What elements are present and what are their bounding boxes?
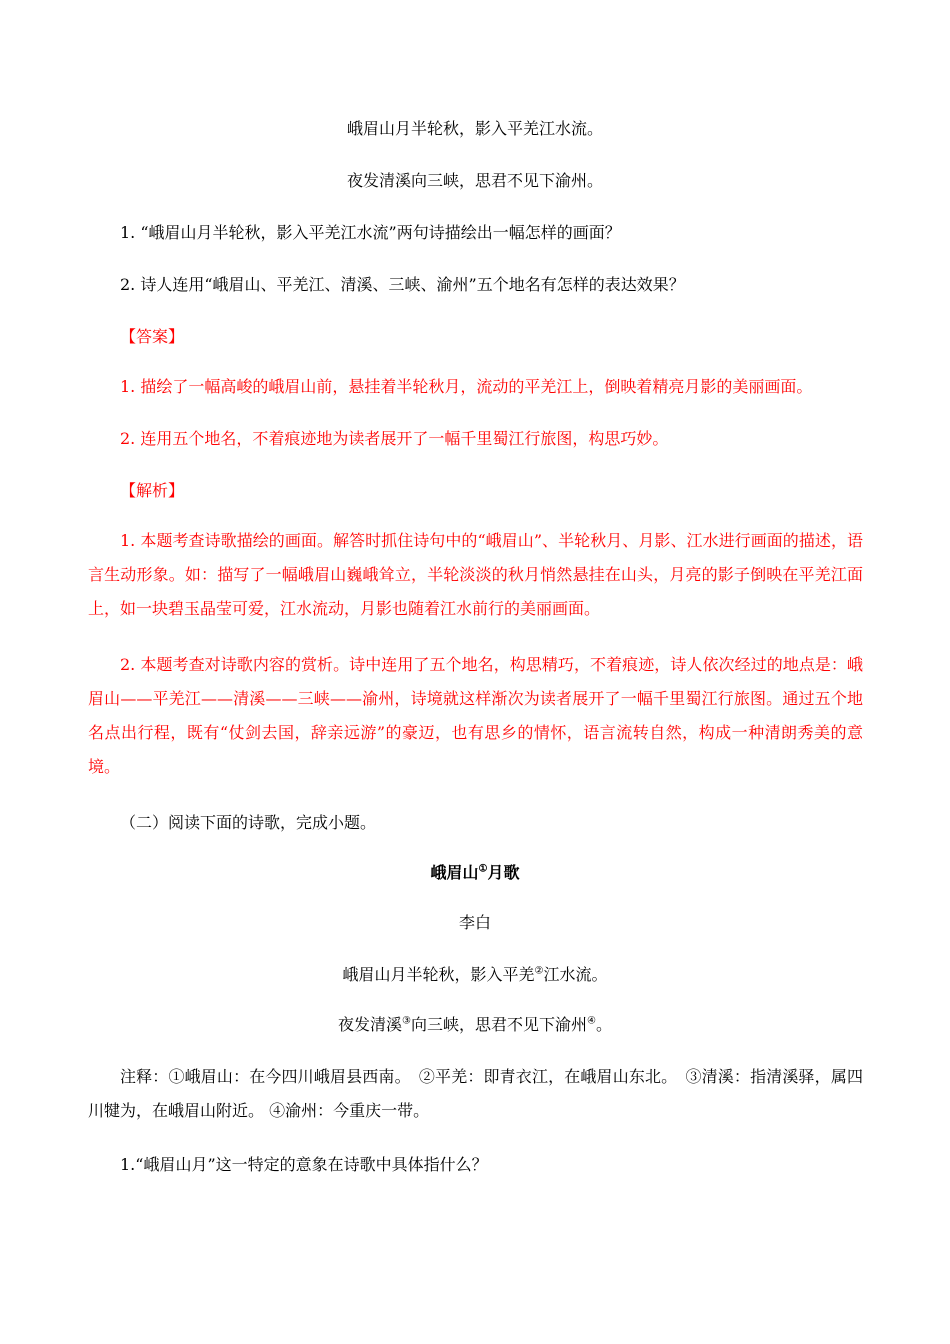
question-2: 2. 诗人连用“峨眉山、平羌江、清溪、三峡、渝州”五个地名有怎样的表达效果？ [120,275,685,294]
footnote-marker-2: ② [534,965,544,977]
poem-author: 李白 [458,913,491,932]
section-2-intro: （二）阅读下面的诗歌，完成小题。 [120,813,377,832]
poem-notes: 注释：①峨眉山：在今四川峨眉县西南。 ②平羌：即青衣江，在峨眉山东北。 ③清溪：指清溪驿，属四川犍为，在峨眉山附近。 ④渝州：今重庆一带。 [88,1067,863,1120]
answer-2: 2. 连用五个地名，不着痕迹地为读者展开了一幅千里蜀江行旅图，构思巧妙。 [120,429,669,448]
footnote-marker-4: ④ [587,1015,596,1027]
analysis-paragraph-1: 1. 本题考查诗歌描绘的画面。解答时抓住诗句中的“峨眉山”、半轮秋月、月影、江水进行画面的描述，语言生动形象。如：描写了一幅峨眉山巍峨耸立，半轮淡淡的秋月悄然悬挂在山头，月亮的影子倒映在平羌江面上，如一块碧玉晶莹可爱，江水流动，月影也随着江水前行的美丽画面。 [88,531,863,618]
poem2-line-1-part-b: 江水流。 [543,965,608,984]
poem-title-end: 月歌 [487,863,520,882]
analysis-paragraph-2: 2. 本题考查对诗歌内容的赏析。诗中连用了五个地名，构思精巧，不着痕迹，诗人依次经过的地点是：峨眉山——平羌江——清溪——三峡——渝州，诗境就这样渐次为读者展开了一幅千里蜀江行旅图。通过五个地名点出行程，既有“仗剑去国，辞亲远游”的豪迈，也有思乡的情怀，语言流转自然，构成一种清朗秀美的意境。 [88,655,863,776]
poem2-line-2-part-a: 夜发清溪 [338,1015,403,1034]
poem2-line-2 [0,1014,950,1036]
question-1: 1. “峨眉山月半轮秋，影入平羌江水流”两句诗描绘出一幅怎样的画面？ [120,223,621,242]
poem2-line-1 [0,964,950,986]
poem-line-1: 峨眉山月半轮秋，影入平羌江水流。 [346,119,603,138]
poem-title-main: 峨眉山 [430,863,479,882]
answer-1: 1. 描绘了一幅高峻的峨眉山前，悬挂着半轮秋月，流动的平羌江上，倒映着精亮月影的美丽画面。 [120,377,813,396]
poem2-line-2-part-b: 向三峡，思君不见下渝州 [410,1015,587,1034]
poem2-line-2-part-c: 。 [595,1015,612,1034]
poem2-line-1-part-a: 峨眉山月半轮秋，影入平羌 [342,965,535,984]
answer-heading: 【答案】 [120,327,185,346]
poem-title [0,862,950,884]
footnote-marker-3: ③ [402,1015,411,1027]
section-2-question-1: 1.“峨眉山月”这一特定的意象在诗歌中具体指什么？ [120,1155,488,1174]
footnote-marker-1: ① [478,863,488,875]
poem-line-2: 夜发清溪向三峡，思君不见下渝州。 [346,171,603,190]
analysis-heading: 【解析】 [120,481,185,500]
